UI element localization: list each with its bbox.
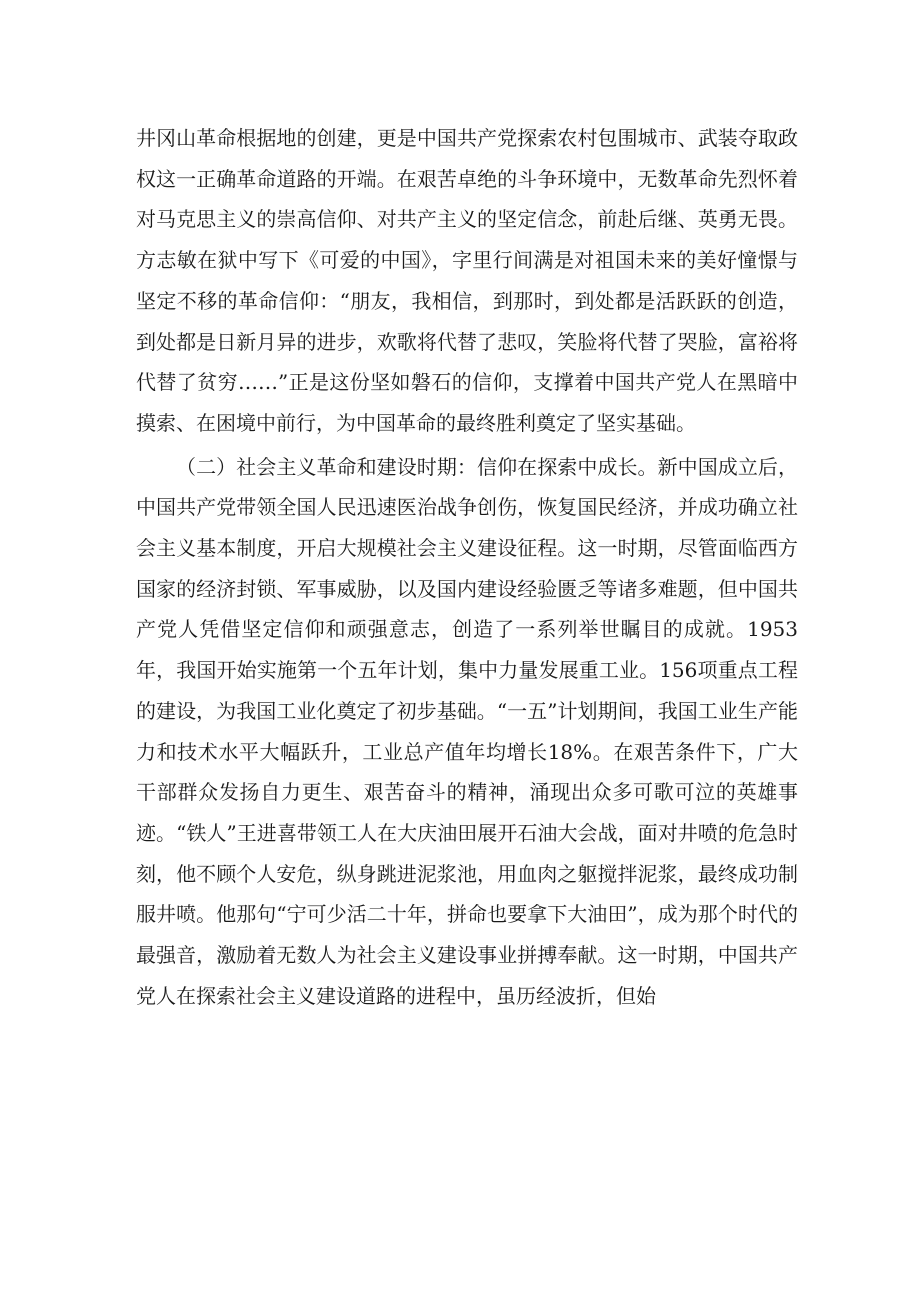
paragraph-jinggangshan: 井冈山革命根据地的创建，更是中国共产党探索农村包围城市、武装夺取政权这一正确革命道路的开端。在艰苦卓绝的斗争环境中，无数革命先烈怀着对马克思主义的崇高信仰、对共产主义的坚定信念，前赴后继、英勇无畏。方志敏在狱中写下《可爱的中国》，字里行间满是对祖国未来的美好憧憬与坚定不移的革命信仰：“朋友，我相信，到那时，到处都是活跃跃的创造，到处都是日新月异的进步，欢歌将代替了悲叹，笑脸将代替了哭脸，富裕将代替了贫穷……”正是这份坚如磐石的信仰，支撑着中国共产党人在黑暗中摸索、在困境中前行，为中国革命的最终胜利奠定了坚实基础。 xyxy=(136,126,798,435)
paragraph-socialist-construction: （二）社会主义革命和建设时期：信仰在探索中成长。新中国成立后，中国共产党带领全国人民迅速医治战争创伤，恢复国民经济，并成功确立社会主义基本制度，开启大规模社会主义建设征程。这一时期，尽管面临西方国家的经济封锁、军事威胁，以及国内建设经验匮乏等诸多难题，但中国共产党人凭借坚定信仰和顽强意志，创造了一系列举世瞩目的成就。1953年，我国开始实施第一个五年计划，集中力量发展重工业。156项重点工程的建设，为我国工业化奠定了初步基础。“一五”计划期间，我国工业生产能力和技术水平大幅跃升，工业总产值年均增长18%。在艰苦条件下，广大干部群众发扬自力更生、艰苦奋斗的精神，涌现出众多可歌可泣的英雄事迹。“铁人”王进喜带领工人在大庆油田展开石油大会战，面对井喷的危急时刻，他不顾个人安危，纵身跳进泥浆池，用血肉之躯搅拌泥浆，最终成功制服井喷。他那句“宁可少活二十年，拼命也要拿下大油田”，成为那个时代的最强音，激励着无数人为社会主义建设事业拼搏奉献。这一时期，中国共产党人在探索社会主义建设道路的进程中，虽历经波折，但始 xyxy=(136,454,798,1008)
document-page xyxy=(136,118,798,1016)
